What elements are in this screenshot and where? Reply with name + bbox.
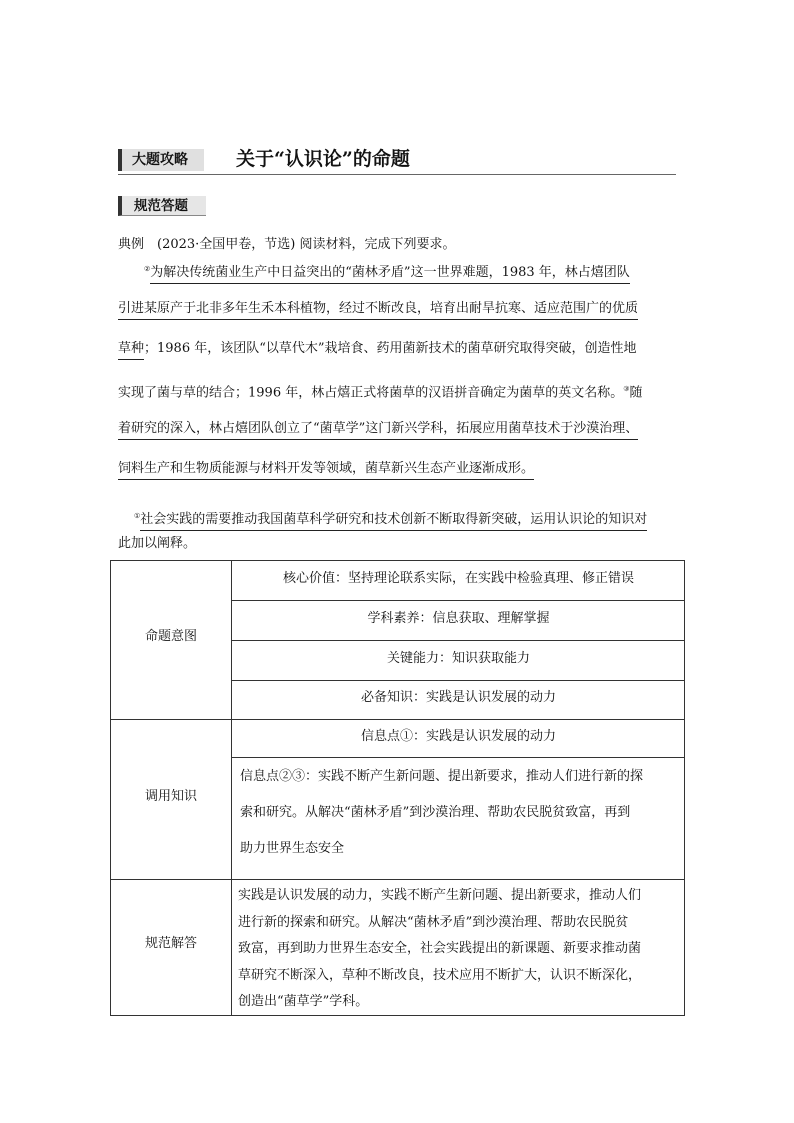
table-divider	[111, 719, 685, 720]
header-tag: 大题攻略	[118, 149, 204, 171]
table-cell-line: 助力世界生态安全	[240, 841, 345, 856]
material-line	[118, 369, 678, 409]
table-cell-multiline	[232, 759, 693, 867]
table-row-label: 规范解答	[144, 936, 197, 951]
table-cell: 学科素养：信息获取、理解掌握	[367, 611, 550, 626]
table-cell-multiline	[232, 883, 691, 1016]
circled-marker: ③	[623, 385, 630, 393]
material-text: 随	[629, 385, 643, 401]
table-row-label: 调用知识	[144, 789, 197, 804]
table-cell-line: 索和研究。从解决“菌林矛盾”到沙漠治理、帮助农民脱贫致富，再到	[240, 805, 631, 820]
material-text: 饲料生产和生物质能源与材料开发等领域，菌草新兴生态产业逐渐成形。	[118, 461, 534, 480]
table-divider	[232, 600, 685, 601]
table-cell-line: 创造出“菌草学”学科。	[238, 994, 369, 1009]
table-cell-line: 信息点②③：实践不断产生新问题、提出新要求，推动人们进行新的探	[240, 769, 644, 784]
table-divider	[232, 757, 685, 758]
material-line	[118, 249, 678, 289]
question-line	[118, 504, 688, 532]
material-text: 实现了菌与草的结合；1996 年，林占熺正式将菌草的汉语拼音确定为菌草的英文名称。	[118, 385, 624, 401]
table-divider	[111, 879, 685, 880]
table-divider	[232, 680, 685, 681]
material-text: 着研究的深入，林占熺团队创立了“菌草学”这门新兴学科，拓展应用菌草技术于沙漠治理、	[118, 421, 638, 440]
table-cell-line: 进行新的探索和研究。从解决“菌林矛盾”到沙漠治理、帮助农民脱贫	[238, 914, 629, 930]
material-text: 为解决传统菌业生产中日益突出的“菌林矛盾”这一世界难题，1983 年，林占熺团队	[150, 265, 630, 284]
material-line	[118, 289, 678, 329]
circled-marker: ②	[144, 265, 151, 273]
table-cell: 核心价值：坚持理论联系实际，在实践中检验真理、修正错误	[282, 571, 634, 586]
circled-marker: ①	[134, 512, 141, 520]
question-line: 此加以阐释。	[118, 536, 197, 552]
example-line: 典例 (2023·全国甲卷，节选) 阅读材料，完成下列要求。	[118, 237, 456, 252]
table-cell-line: 实践是认识发展的动力，实践不断产生新问题、提出新要求，推动人们	[238, 888, 642, 903]
table-row-label: 命题意图	[144, 629, 197, 644]
question-text-underlined: 社会实践的需要推动我国菌草科学研究和技术创新不断取得新突破，运用认识论的知识对	[140, 512, 647, 531]
material-text: ；1986 年，该团队“以草代木”栽培食、药用菌新技术的菌草研究取得突破，创造性地	[144, 341, 637, 356]
material-text: 草种	[118, 341, 144, 360]
table-cell: 关键能力：知识获取能力	[386, 651, 530, 666]
page-title: 关于“认识论”的命题	[236, 148, 410, 170]
table-cell-line: 草研究不断深入，草种不断改良，技术应用不断扩大，认识不断深化，	[238, 967, 642, 983]
table-cell: 必备知识：实践是认识发展的动力	[360, 690, 556, 705]
material-line	[118, 329, 678, 369]
table-cell: 信息点①：实践是认识发展的动力	[360, 729, 556, 744]
question-text	[118, 504, 688, 556]
material-text: 引进某原产于北非多年生禾本科植物，经过不断改良，培育出耐旱抗寒、适应范围广的优质	[118, 301, 638, 320]
material-line	[118, 449, 678, 489]
section-tag: 规范答题	[118, 196, 206, 216]
material-paragraph	[118, 249, 678, 489]
answer-table	[110, 560, 685, 1016]
table-cell-line: 致富，再到助力世界生态安全，社会实践提出的新课题、新要求推动菌	[238, 941, 642, 956]
table-divider	[232, 640, 685, 641]
section-header	[118, 146, 676, 175]
material-line	[118, 409, 678, 449]
